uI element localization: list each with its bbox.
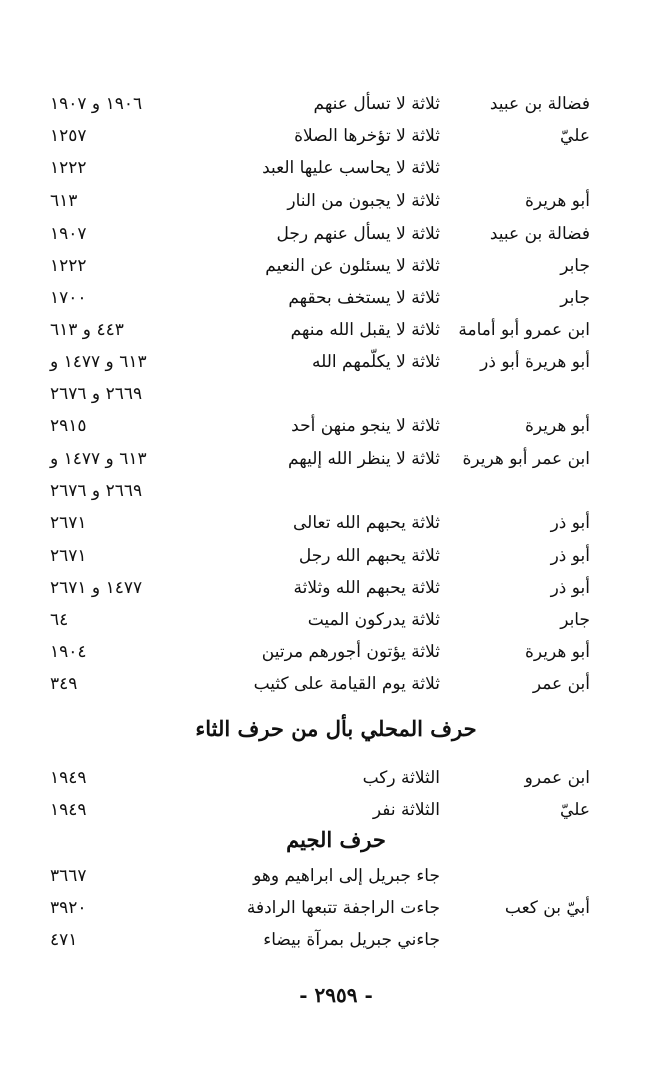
reference-number: ١٢٢٢ [50, 158, 87, 178]
index-row [0, 604, 672, 636]
section-heading: حرف المحلي بأل من حرف الثاء [195, 716, 477, 741]
index-row [0, 88, 672, 120]
hadith-text: ثلاثة لا يسأل عنهم رجل [276, 224, 440, 244]
narrator-name: جابر [560, 256, 590, 276]
index-row [0, 120, 672, 152]
index-row [0, 636, 672, 668]
index-row [0, 860, 672, 892]
hadith-text: ثلاثة لا ينظر الله إليهم [287, 449, 440, 469]
hadith-text: ثلاثة لا يقبل الله منهم [290, 320, 440, 340]
reference-number: ٢٦٦٩ و ٢٦٧٦ [50, 481, 143, 501]
narrator-name: أبن عمر [532, 674, 590, 694]
narrator-name: ابن عمر أبو هريرة [462, 449, 590, 469]
reference-number: ٢٦٧١ [50, 513, 87, 533]
narrator-name: أبو ذر [550, 578, 590, 598]
reference-number: ١٩٠٦ و ١٩٠٧ [50, 94, 143, 114]
reference-number: ٢٦٦٩ و ٢٦٧٦ [50, 384, 143, 404]
reference-number: ٦٤ [50, 610, 69, 630]
narrator-name: جابر [560, 288, 590, 308]
index-row [0, 924, 672, 956]
reference-number: ٤٤٣ و ٦١٣ [50, 320, 124, 340]
section-heading: حرف الجيم [286, 827, 386, 852]
hadith-text: ثلاثة لا يستخف بحقهم [288, 288, 440, 308]
index-row [0, 668, 672, 700]
hadith-text: جاءت الراجفة تتبعها الرادفة [246, 898, 440, 918]
reference-number: ١٢٢٢ [50, 256, 87, 276]
reference-number: ١٤٧٧ و ٢٦٧١ [50, 578, 143, 598]
narrator-name: أبيّ بن كعب [504, 898, 590, 918]
hadith-text: ثلاثة يوم القيامة على كثيب [253, 674, 440, 694]
hadith-text: ثلاثة يحبهم الله رجل [298, 546, 440, 566]
index-row [0, 762, 672, 794]
reference-number: ٢٦٧١ [50, 546, 87, 566]
hadith-text: ثلاثة لا تسأل عنهم [313, 94, 440, 114]
narrator-name: عليّ [560, 800, 590, 820]
index-row [0, 540, 672, 572]
narrator-name: أبو ذر [550, 546, 590, 566]
index-row [0, 250, 672, 282]
reference-number: ١٩٤٩ [50, 800, 87, 820]
index-row [0, 346, 672, 378]
reference-number: ١٩٤٩ [50, 768, 87, 788]
reference-number: ١٩٠٧ [50, 224, 87, 244]
narrator-name: أبو هريرة [524, 642, 590, 662]
narrator-name: ابن عمرو أبو أمامة [458, 320, 590, 340]
reference-number: ٣٩٢٠ [50, 898, 87, 918]
hadith-text: ثلاثة لا تؤخرها الصلاة [294, 126, 440, 146]
index-row [0, 892, 672, 924]
index-row [0, 475, 672, 507]
hadith-text: ثلاثة لا يحاسب عليها العبد [262, 158, 440, 178]
index-row [0, 443, 672, 475]
reference-number: ٦١٣ و ١٤٧٧ و [50, 352, 147, 372]
index-row [0, 410, 672, 442]
hadith-text: ثلاثة يحبهم الله وثلاثة [293, 578, 440, 598]
narrator-name: فضالة بن عبيد [489, 94, 590, 114]
hadith-text: ثلاثة يحبهم الله تعالى [292, 513, 440, 533]
hadith-text: ثلاثة لا يجبون من النار [287, 191, 440, 211]
hadith-text: ثلاثة يؤتون أجورهم مرتين [261, 642, 440, 662]
narrator-name: فضالة بن عبيد [489, 224, 590, 244]
reference-number: ١٧٠٠ [50, 288, 87, 308]
reference-number: ١٩٠٤ [50, 642, 87, 662]
narrator-name: أبو هريرة أبو ذر [480, 352, 590, 372]
reference-number: ٣٦٦٧ [50, 866, 87, 886]
index-row [0, 794, 672, 826]
reference-number: ٦١٣ و ١٤٧٧ و [50, 449, 147, 469]
narrator-name: أبو هريرة [524, 416, 590, 436]
index-row [0, 218, 672, 250]
hadith-text: الثلاثة ركب [362, 768, 440, 788]
reference-number: ٢٩١٥ [50, 416, 87, 436]
hadith-text: ثلاثة يدركون الميت [307, 610, 440, 630]
hadith-text: ثلاثة لا ينجو منهن أحد [291, 416, 440, 436]
narrator-name: ابن عمرو [524, 768, 590, 788]
narrator-name: عليّ [560, 126, 590, 146]
narrator-name: أبو ذر [550, 513, 590, 533]
reference-number: ٣٤٩ [50, 674, 78, 694]
hadith-text: جاءني جبريل بمرآة بيضاء [263, 930, 440, 950]
narrator-name: جابر [560, 610, 590, 630]
hadith-text: جاء جبريل إلى ابراهيم وهو [253, 866, 440, 886]
hadith-text: ثلاثة لا يكلّمهم الله [312, 352, 440, 372]
reference-number: ٦١٣ [50, 191, 78, 211]
index-row [0, 314, 672, 346]
index-row [0, 378, 672, 410]
index-row [0, 282, 672, 314]
index-row [0, 152, 672, 184]
reference-number: ٤٧١ [50, 930, 78, 950]
index-row [0, 507, 672, 539]
index-row [0, 572, 672, 604]
narrator-name: أبو هريرة [524, 191, 590, 211]
hadith-text: ثلاثة لا يسئلون عن النعيم [265, 256, 440, 276]
reference-number: ١٢٥٧ [50, 126, 87, 146]
hadith-text: الثلاثة نفر [372, 800, 440, 820]
page-number: - ٢٩٥٩ - [299, 983, 373, 1007]
index-row [0, 185, 672, 217]
